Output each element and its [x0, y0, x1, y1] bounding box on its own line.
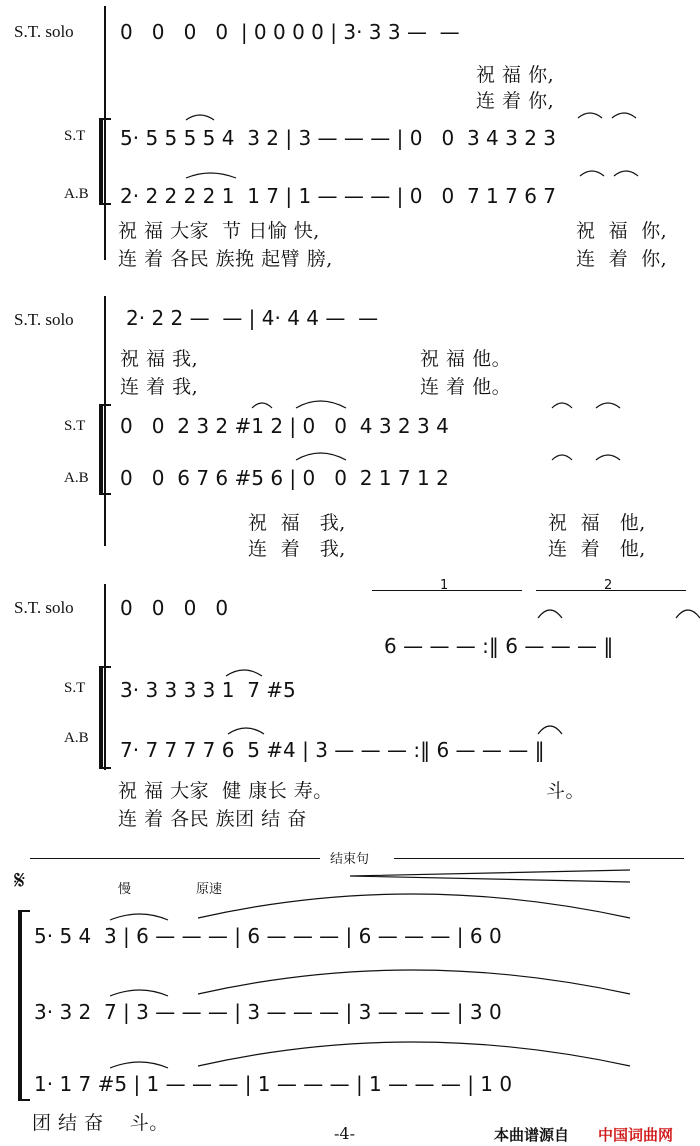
solo-notes: 0 0 0 0 — [120, 596, 229, 620]
slur — [296, 453, 346, 460]
slur — [198, 970, 630, 994]
solo-lyrics-2: 连 着 你, — [476, 90, 555, 112]
lyrics-1: 祝 福 大家 健 康长 寿。 — [118, 780, 333, 802]
part-label-st: S.T — [64, 418, 86, 434]
slur — [186, 115, 214, 120]
lyrics-2: 连 着 各民 族团 结 奋 — [118, 808, 307, 830]
lyrics-2: 连 着 各民 族挽 起臂 膀, — [118, 248, 333, 270]
ab-notes: 2· 2 2 2 2 1 1 7 | 1 — — — | 0 0 7 1 7 6 7 — [120, 184, 557, 208]
slur — [110, 990, 168, 996]
lyrics-right-1: 祝 福 你, — [576, 220, 668, 242]
tempo-slow: 慢 — [118, 882, 132, 897]
solo-lyrics-right-1: 祝 福 他。 — [420, 348, 512, 370]
slur — [596, 403, 620, 408]
slur — [226, 670, 262, 676]
part-label-ab: A.B — [64, 470, 89, 486]
slur — [186, 173, 236, 178]
page-number: -4- — [334, 1124, 355, 1143]
slur — [578, 113, 602, 118]
st-notes: 3· 3 3 3 3 1 7 #5 — [120, 678, 296, 702]
lyrics-right-2: 连 着 你, — [576, 248, 668, 270]
slur — [552, 455, 572, 460]
source-label: 本曲谱源自 — [494, 1126, 570, 1144]
slur — [228, 728, 264, 734]
lyrics-1: 祝 福 我, — [248, 512, 346, 534]
slur — [614, 171, 638, 176]
line-1-notes: 5· 5 4 3 | 6 — — — | 6 — — — | 6 — — — | 6 0 — [34, 924, 502, 948]
crescendo-hairpin — [350, 870, 630, 882]
slur — [198, 894, 630, 918]
slur — [110, 914, 168, 920]
tempo-orig: 原速 — [196, 882, 223, 897]
lyrics-2: 连 着 我, — [248, 538, 346, 560]
part-label-st: S.T — [64, 128, 86, 144]
solo-lyrics-1: 祝 福 我, — [120, 348, 199, 370]
st-notes: 0 0 2 3 2 #1 2 | 0 0 4 3 2 3 4 — [120, 414, 449, 438]
lyrics-1-end: 斗。 — [546, 780, 586, 802]
fermata-icon — [676, 610, 700, 618]
slur — [296, 401, 346, 408]
solo-lyrics-2: 连 着 我, — [120, 376, 199, 398]
solo-notes: 2· 2 2 — — | 4· 4 4 — — — [126, 306, 379, 330]
part-label-solo: S.T. solo — [14, 310, 74, 329]
lyrics-1: 祝 福 大家 节 日愉 快, — [118, 220, 320, 242]
slur — [252, 403, 272, 408]
coda-label: 结束句 — [330, 852, 370, 867]
lyrics-right-2: 连 着 他, — [548, 538, 646, 560]
solo-lyrics-1: 祝 福 你, — [476, 64, 555, 86]
part-label-solo: S.T. solo — [14, 598, 74, 617]
solo-lyrics-right-2: 连 着 他。 — [420, 376, 512, 398]
slur — [552, 403, 572, 408]
part-label-st: S.T — [64, 680, 86, 696]
slur — [612, 113, 636, 118]
slur — [580, 171, 604, 176]
lyrics-right-1: 祝 福 他, — [548, 512, 646, 534]
line-3-notes: 1· 1 7 #5 | 1 — — — | 1 — — — | 1 — — — | 1 0 — [34, 1072, 513, 1096]
slur — [198, 1042, 630, 1066]
st-notes: 5· 5 5 5 5 4 3 2 | 3 — — — | 0 0 3 4 3 2 3 — [120, 126, 557, 150]
part-label-ab: A.B — [64, 186, 89, 202]
lyrics: 团 结 奋 斗。 — [32, 1112, 169, 1134]
slur — [110, 1062, 168, 1068]
solo-notes: 0 0 0 0 | 0 0 0 0 | 3· 3 3 — — — [120, 20, 460, 44]
segno-icon: 𝄋 — [14, 866, 26, 896]
line-2-notes: 3· 3 2 7 | 3 — — — | 3 — — — | 3 — — — | 3 0 — [34, 1000, 502, 1024]
ab-notes: 7· 7 7 7 7 6 5 #4 | 3 — — — :‖ 6 — — — ‖ — [120, 738, 545, 762]
fermata-icon — [538, 726, 562, 734]
fermata-icon — [538, 610, 562, 618]
part-label-ab: A.B — [64, 730, 89, 746]
slur — [596, 455, 620, 460]
solo-ending: 6 — — — :‖ 6 — — — ‖ — [384, 634, 614, 658]
source-site-link[interactable]: 中国词曲网 — [598, 1126, 674, 1144]
ab-notes: 0 0 6 7 6 #5 6 | 0 0 2 1 7 1 2 — [120, 466, 449, 490]
part-label-solo: S.T. solo — [14, 22, 74, 41]
volta-1-label: 1 — [440, 578, 449, 593]
volta-2-label: 2 — [604, 578, 613, 593]
